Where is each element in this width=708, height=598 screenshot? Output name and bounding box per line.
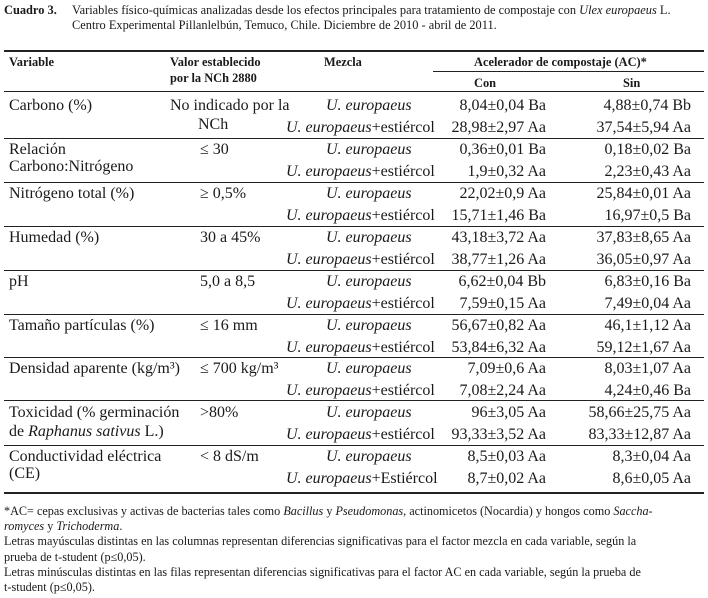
row-mezcla-1: U. europaeus bbox=[326, 185, 412, 202]
row-con-2: 1,9±0,32 Aa bbox=[467, 163, 546, 180]
table-notes bbox=[4, 504, 706, 595]
row-variable: Relación bbox=[9, 141, 66, 158]
row-sin-2: 36,05±0,97 Aa bbox=[596, 251, 691, 268]
rule-row bbox=[4, 270, 704, 271]
row-sin-1: 4,88±0,74 Bb bbox=[603, 97, 691, 114]
row-con-1: 43,18±3,72 Aa bbox=[451, 229, 546, 246]
rule-header bbox=[4, 91, 704, 92]
row-con-2: 15,71±1,46 Ba bbox=[451, 207, 546, 224]
caption-species: Ulex europaeus bbox=[579, 3, 657, 17]
note-ac: *AC= cepas exclusivas y activas de bacterias tales como Bacillus y Pseudomonas, actinomicetos (Nocardia) y hongos como Saccha- bbox=[4, 504, 653, 518]
row-variable-line2: Carbono:Nitrógeno bbox=[9, 158, 134, 175]
row-nch-value: ≥ 0,5% bbox=[200, 185, 247, 202]
note-lowercase: Letras minúsculas distintas en las filas representan diferencias significativas para el factor AC en cada variable, según la prueba de bbox=[4, 564, 641, 579]
row-variable: pH bbox=[9, 273, 29, 290]
row-sin-2: 8,6±0,05 Aa bbox=[612, 470, 691, 487]
rule-bottom bbox=[4, 492, 704, 494]
rule-ac-under bbox=[433, 71, 704, 72]
header-nch-line2: por la NCh 2880 bbox=[170, 71, 257, 85]
header-nch-line1: Valor establecido bbox=[170, 55, 261, 69]
row-nch-value: 5,0 a 8,5 bbox=[200, 273, 256, 290]
row-sin-1: 46,1±1,12 Aa bbox=[604, 317, 691, 334]
rule-row bbox=[4, 357, 704, 358]
row-variable: Toxicidad (% germinación bbox=[9, 404, 180, 421]
row-nch-value: ≤ 700 kg/m³ bbox=[200, 360, 279, 377]
row-con-1: 56,67±0,82 Aa bbox=[451, 317, 546, 334]
row-con-1: 8,04±0,04 Ba bbox=[459, 97, 546, 114]
note-uppercase: Letras mayúsculas distintas en las columnas representan diferencias significativas para el factor mezcla en cada variable, según la bbox=[4, 534, 637, 549]
row-variable: Humedad (%) bbox=[9, 229, 100, 246]
row-nch-value: < 8 dS/m bbox=[200, 448, 259, 465]
row-sin-2: 37,54±5,94 Aa bbox=[596, 119, 691, 136]
row-sin-1: 6,83±0,16 Ba bbox=[604, 273, 691, 290]
row-mezcla-1: U. europaeus bbox=[326, 360, 412, 377]
row-mezcla-1: U. europaeus bbox=[326, 448, 412, 465]
row-variable: Tamaño partículas (%) bbox=[9, 317, 155, 334]
row-sin-1: 8,3±0,04 Aa bbox=[612, 448, 691, 465]
note-lowercase-cont: t-student (p≤0,05). bbox=[4, 580, 95, 595]
row-sin-2: 59,12±1,67 Aa bbox=[596, 339, 691, 356]
row-variable: Nitrógeno total (%) bbox=[9, 185, 135, 202]
row-sin-2: 7,49±0,04 Aa bbox=[604, 295, 691, 312]
header-mezcla: Mezcla bbox=[324, 55, 362, 69]
row-variable: Carbono (%) bbox=[9, 97, 93, 114]
row-mezcla-2: U. europaeus+estiércol bbox=[286, 119, 435, 136]
row-con-1: 96±3,05 Aa bbox=[471, 404, 546, 421]
row-con-2: 53,84±6,32 Aa bbox=[451, 339, 546, 356]
row-con-1: 8,5±0,03 Aa bbox=[467, 448, 546, 465]
row-mezcla-1: U. europaeus bbox=[326, 317, 412, 334]
row-sin-2: 83,33±12,87 Aa bbox=[588, 426, 691, 443]
row-nch-value: 30 a 45% bbox=[200, 229, 261, 246]
row-variable-line2: (CE) bbox=[9, 465, 41, 482]
row-nch-value-line2: NCh bbox=[198, 116, 229, 133]
row-nch-value: >80% bbox=[200, 404, 239, 421]
row-variable-line2: de Raphanus sativus L.) bbox=[9, 423, 164, 440]
note-ac-cont: romyces y Trichoderma. bbox=[4, 519, 123, 534]
caption-text: Variables físico-químicas analizadas desde los efectos principales para tratamiento de compostaje con bbox=[72, 3, 580, 17]
row-con-1: 22,02±0,9 Aa bbox=[459, 185, 546, 202]
rule-row bbox=[4, 314, 704, 315]
row-sin-2: 2,23±0,43 Aa bbox=[604, 163, 691, 180]
caption-text-end: L. bbox=[656, 3, 671, 17]
header-sin: Sin bbox=[623, 76, 641, 90]
row-con-2: 8,7±0,02 Aa bbox=[467, 470, 546, 487]
row-mezcla-1: U. europaeus bbox=[326, 97, 412, 114]
row-mezcla-2: U. europaeus+estiércol bbox=[286, 207, 435, 224]
row-con-2: 7,08±2,24 Aa bbox=[459, 382, 546, 399]
row-mezcla-2: U. europaeus+estiércol bbox=[286, 426, 435, 443]
row-mezcla-2: U. europaeus+estiércol bbox=[286, 251, 435, 268]
row-mezcla-2: U. europaeus+estiércol bbox=[286, 295, 435, 312]
row-variable: Conductividad eléctrica bbox=[9, 448, 162, 465]
rule-top bbox=[4, 50, 704, 52]
row-con-2: 38,77±1,26 Aa bbox=[451, 251, 546, 268]
rule-row bbox=[4, 445, 704, 446]
row-mezcla-2: U. europaeus+estiércol bbox=[286, 339, 435, 356]
rule-row bbox=[4, 400, 704, 401]
row-con-1: 7,09±0,6 Aa bbox=[467, 360, 546, 377]
row-mezcla-2: U. europaeus+Estiércol bbox=[286, 470, 438, 487]
row-mezcla-1: U. europaeus bbox=[326, 141, 412, 158]
header-ac: Acelerador de compostaje (AC)* bbox=[474, 55, 647, 69]
row-nch-value: No indicado por la bbox=[170, 97, 290, 114]
row-mezcla-2: U. europaeus+estiércol bbox=[286, 382, 435, 399]
row-sin-1: 58,66±25,75 Aa bbox=[588, 404, 691, 421]
row-con-2: 7,59±0,15 Aa bbox=[459, 295, 546, 312]
row-con-1: 0,36±0,01 Ba bbox=[459, 141, 546, 158]
note-uppercase-cont: prueba de t-student (p≤0,05). bbox=[4, 549, 146, 564]
row-sin-1: 0,18±0,02 Ba bbox=[604, 141, 691, 158]
row-mezcla-1: U. europaeus bbox=[326, 404, 412, 421]
row-sin-1: 37,83±8,65 Aa bbox=[596, 229, 691, 246]
row-nch-value: ≤ 16 mm bbox=[200, 317, 258, 334]
row-nch-value: ≤ 30 bbox=[200, 141, 229, 158]
row-con-1: 6,62±0,04 Bb bbox=[458, 273, 546, 290]
row-con-2: 93,33±3,52 Aa bbox=[451, 426, 546, 443]
row-mezcla-2: U. europaeus+estiércol bbox=[286, 163, 435, 180]
row-con-2: 28,98±2,97 Aa bbox=[451, 119, 546, 136]
rule-row bbox=[4, 138, 704, 139]
header-con: Con bbox=[474, 76, 497, 90]
caption-label: Cuadro 3. bbox=[4, 3, 57, 17]
row-variable: Densidad aparente (kg/m³) bbox=[9, 360, 180, 377]
row-sin-2: 4,24±0,46 Ba bbox=[604, 382, 691, 399]
rule-row bbox=[4, 182, 704, 183]
row-mezcla-1: U. europaeus bbox=[326, 273, 412, 290]
row-mezcla-1: U. europaeus bbox=[326, 229, 412, 246]
header-variable: Variable bbox=[9, 55, 54, 69]
row-sin-1: 8,03±1,07 Aa bbox=[604, 360, 691, 377]
rule-row bbox=[4, 226, 704, 227]
row-sin-1: 25,84±0,01 Aa bbox=[596, 185, 691, 202]
caption-line2: Centro Experimental Pillanlelbún, Temuco, Chile. Diciembre de 2010 - abril de 2011. bbox=[72, 18, 497, 32]
row-sin-2: 16,97±0,5 Ba bbox=[604, 207, 691, 224]
